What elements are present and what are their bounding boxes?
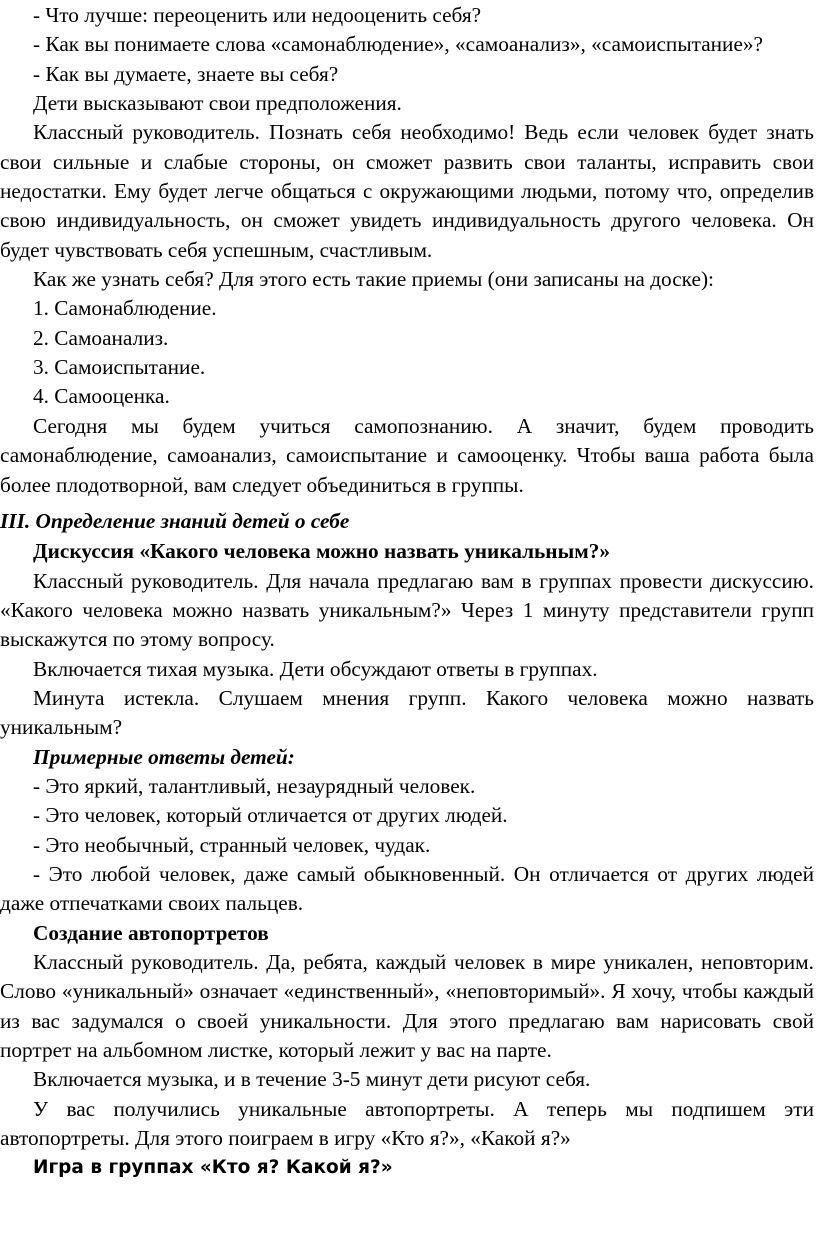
unique-paragraph: Классный руководитель. Да, ребята, каждый человек в мире уникален, неповторим. Слово «уникальный» означает «единственный», «неповторимый». Я хочу, чтобы каждый из вас задумался о своей уникальности. Для этого предлагаю вам нарисовать свой портрет на альбомном листке, который лежит у вас на парте. — [0, 950, 814, 1063]
section-heading-iii: III. Определение знаний детей о себе — [0, 508, 350, 533]
music-drawing-paragraph: Включается музыка, и в течение 3-5 минут дети рисуют себя. — [33, 1067, 591, 1092]
minute-expired-paragraph: Минута истекла. Слушаем мнения групп. Какого человека можно назвать уникальным? — [0, 685, 814, 740]
self-knowledge-paragraph: Сегодня мы будем учиться самопознанию. А значит, будем проводить самонаблюдение, самоанализ, самоиспытание и самооценку. Чтобы ваша работа была более плодотворной, вам следует объединиться в группы. — [0, 413, 814, 497]
quiet-music-paragraph: Включается тихая музыка. Дети обсуждают ответы в группах. — [33, 656, 598, 681]
technique-item-4: 4. Самооценка. — [33, 384, 170, 409]
technique-item-3: 3. Самоиспытание. — [33, 355, 206, 380]
portraits-sign-paragraph: У вас получились уникальные автопортреты. А теперь мы подпишем эти автопортреты. Для этого поиграем в игру «Кто я?», «Какой я?» — [0, 1096, 814, 1151]
self-portraits-heading: Создание автопортретов — [33, 920, 269, 945]
discussion-intro-paragraph: Классный руководитель. Для начала предлагаю вам в группах провести дискуссию. «Какого человека можно назвать уникальным?» Через 1 минуту представители групп выскажутся по этому вопросу. — [0, 568, 814, 652]
discussion-heading: Дискуссия «Какого человека можно назвать уникальным?» — [33, 539, 611, 564]
question-know-yourself: - Как вы думаете, знаете вы себя? — [33, 61, 339, 86]
question-overestimate: - Что лучше: переоценить или недооценить себя? — [33, 3, 482, 27]
group-game-heading: Игра в группах «Кто я? Какой я?» — [33, 1157, 393, 1179]
question-understand-words: - Как вы понимаете слова «самонаблюдение», «самоанализ», «самоиспытание»? — [33, 32, 764, 57]
answer-item-3: - Это необычный, странный человек, чудак. — [33, 832, 431, 857]
technique-item-1: 1. Самонаблюдение. — [33, 296, 217, 321]
teacher-know-yourself-paragraph: Классный руководитель. Познать себя необходимо! Ведь если человек будет знать свои сильные и слабые стороны, он сможет развить свои таланты, исправить свои недостатки. Ему будет легче общаться с окружающими людьми, потому что, определив свою индивидуальность, он сможет увидеть индивидуальность другого человека. Он будет чувствовать себя успешным, счастливым. — [0, 120, 814, 262]
sample-answers-heading: Примерные ответы детей: — [33, 744, 295, 769]
answer-item-4: - Это любой человек, даже самый обыкновенный. Он отличается от других людей даже отпечатками своих пальцев. — [0, 861, 814, 916]
answer-item-2: - Это человек, который отличается от других людей. — [33, 803, 508, 828]
children-assumptions: Дети высказывают свои предположения. — [33, 91, 402, 116]
technique-item-2: 2. Самоанализ. — [33, 325, 169, 350]
answer-item-1: - Это яркий, талантливый, незаурядный человек. — [33, 773, 476, 798]
techniques-intro: Как же узнать себя? Для этого есть такие приемы (они записаны на доске): — [33, 267, 714, 292]
